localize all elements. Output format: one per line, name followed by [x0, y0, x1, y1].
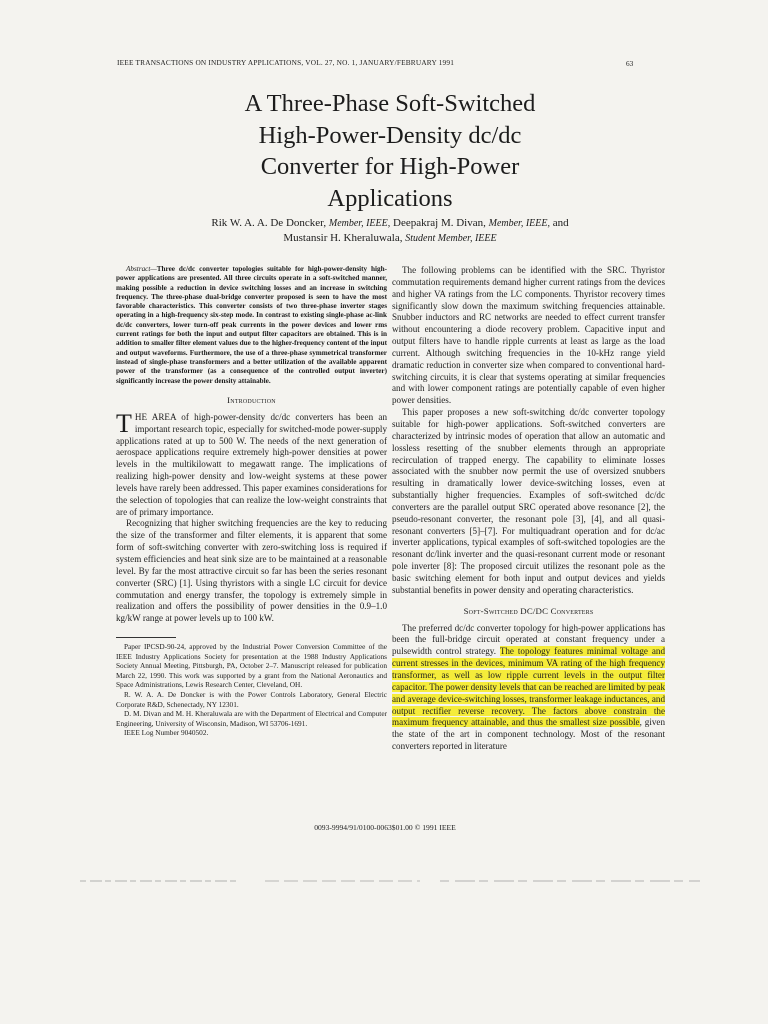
author-membership: Member, IEEE, — [328, 218, 391, 229]
title-line: Applications — [327, 184, 453, 212]
abstract-lead: Abstract— — [126, 265, 157, 273]
author-name: Deepakraj M. Divan, — [390, 217, 489, 229]
author-membership: Member, IEEE, — [488, 218, 550, 229]
intro-paragraph-1 — [116, 408, 387, 519]
footnote: D. M. Divan and M. H. Kheraluwala are with the Department of Electrical and Computer Engineering, University of Wisconsin, Madison, WI 53706-1691. — [116, 709, 387, 728]
section-heading-soft-switched: Soft-Switched DC/DC Converters — [463, 605, 594, 616]
left-column — [116, 265, 387, 738]
footnote: IEEE Log Number 9040502. — [124, 728, 209, 738]
section-heading-introduction: Introduction — [227, 394, 276, 405]
drop-cap: T — [116, 408, 132, 438]
paragraph-text: The preferred dc/dc converter topology for high-power applications has been the full-bridge circuit operated at constant frequency under a pulsewidth control strategy. — [392, 622, 665, 657]
author-name: Rik W. A. A. De Doncker, — [211, 217, 329, 229]
paper-title — [150, 88, 630, 214]
abstract — [116, 265, 387, 386]
author-list — [120, 216, 660, 246]
author-name: Mustansir H. Kheraluwala, — [283, 232, 406, 244]
footnote: Paper IPCSD-90-24, approved by the Industrial Power Conversion Committee of the IEEE Industry Applications Society for presentation at the 1988 Industry Applications Society Annual Meeting, Pittsburgh, PA, October 2–7. Manuscript released for publication March 22, 1990. This work was supported by a grant from the National Aeronautics and Space Administrations, Lewis Research Center, Cleveland, OH. — [116, 642, 387, 690]
paragraph-text: , given the state of the art in component technology. Most of the resonant converters reported in literature — [392, 717, 665, 752]
right-column — [392, 265, 665, 753]
highlighted-text: The topology features minimal voltage and current stresses in the devices, minimum VA rating of the high frequency transformer, as well as low ripple current levels in the output filter capacitor. The power density levels that can be reached are limited by peak and average device-switching losses, transformer leakage inductances, and output rectifier reverse recovery. The factors above constrain the maximum frequency attainable, and thus the smallest size possible — [392, 646, 665, 728]
footnote-rule — [116, 637, 176, 638]
scan-artifact — [80, 878, 700, 884]
author-membership: Student Member, IEEE — [405, 233, 497, 244]
intro-paragraph-1-text: HE AREA of high-power-density dc/dc converters has been an important research topic, especially for switched-mode power-supply applications rated at up to 500 W. The needs of the next generation of aerospace applications require extremely high-power densities at power levels in the multikilowatt to megawatt range. The implications of realizing high-power density and low-weight systems at these power levels have rarely been addressed. This paper examines considerations for the selection of topologies that can realize the low-weight constraints that are of primary importance. — [116, 411, 387, 517]
title-line: A Three-Phase Soft-Switched — [244, 90, 536, 117]
title-line: High-Power-Density dc/dc — [258, 121, 522, 149]
intro-paragraph-2: Recognizing that higher switching frequencies are the key to reducing the size of the transformer and filter elements, it is apparent that some form of soft-switching converter with zero-switching loss is required if system efficiencies and heat sink size are to be maintained at a reasonable level. By far the most attractive circuit so far has been the series resonant converter (SRC) [1]. Using thyristors with a single LC circuit for device commutation and energy transfer, the topology is extremely simple in realization and offers the possibility of power densities in the 0.9–1.0 kg/kW range at power levels up to 100 kW. — [116, 518, 387, 624]
copyright-line: 0093-9994/91/0100-0063$01.00 © 1991 IEEE — [314, 823, 456, 832]
right-paragraph-3 — [392, 623, 665, 753]
footnote: R. W. A. A. De Doncker is with the Power Controls Laboratory, General Electric Corporate R&D, Schenectady, NY 12301. — [116, 690, 387, 709]
author-line-1 — [120, 216, 660, 231]
author-conjunction: and — [549, 217, 569, 229]
author-line-2 — [120, 231, 660, 246]
title-line: Converter for High-Power — [260, 153, 520, 180]
abstract-text: Three dc/dc converter topologies suitable for high-power-density high-power applications are presented. All three circuits operate in a soft-switched manner, making possible a reduction in device switching losses and an increase in switching frequency. The three-phase dual-bridge converter proposed is seen to have the most favorable characteristics. This converter consists of two three-phase inverter stages operating in a high-frequency six-step mode. In contrast to existing single-phase ac-link dc/dc converters, lower turn-off peak currents in the power devices and lower rms current ratings for both the input and output filter capacitors are obtained. This is in addition to smaller filter element values due to the higher-frequency content of the input and output waveforms. Furthermore, the use of a three-phase symmetrical transformer instead of single-phase transformers and a better utilization of the available apparent power of the transformer (as a consequence of the controlled output inverter) significantly increase the power density attainable. — [116, 265, 387, 385]
right-paragraph-2: This paper proposes a new soft-switching dc/dc converter topology suitable for high-power applications. Soft-switched converters are characterized by intrinsic modes of operation that allow an automatic and lossless resetting of the snubber elements through an appropriate recirculation of trapped energy. The capability to eliminate losses associated with the snubber now permit the use of oversized snubbers resulting in dramatically lower device-switching losses, even at substantially higher frequencies. Examples of soft-switched dc/dc converters are the parallel output SRC operated above resonance [2], the pseudo-resonant converter, the resonant pole [3], [4], and all quasi-resonant converters [5]–[7]. For multiquadrant operation and for dc/ac inverter applications, typical examples of soft-switched topologies are the resonant dc/link inverter and the quasi-resonant current mode or resonant pole inverter [8]: The proposed circuit utilizes the resonant pole as the basic switching element for both input and output devices and yields substantial benefits in power density and operating characteristics. — [392, 407, 665, 595]
right-paragraph-1: The following problems can be identified with the SRC. Thyristor commutation requirements demand higher current ratings from the devices and higher VA ratings from the LC components. Thyristor recovery times significantly slow down the maximum switching frequencies attainable. Snubber inductors and RC networks are needed to effect current transfer without encountering a diode recovery problem. Capacitive input and output filters have to handle ripple currents at least as large as the load current. Although switching frequencies in the 10-kHz range yield dramatic reduction in converter size when compared to conventional hard-switching circuits, it is clear that systems operating at similar frequencies and with lower component ratings are potentially capable of even higher power densities. — [392, 265, 665, 406]
running-head: IEEE TRANSACTIONS ON INDUSTRY APPLICATIONS, VOL. 27, NO. 1, JANUARY/FEBRUARY 1991 — [117, 58, 455, 67]
page-number: 63 — [626, 59, 634, 68]
